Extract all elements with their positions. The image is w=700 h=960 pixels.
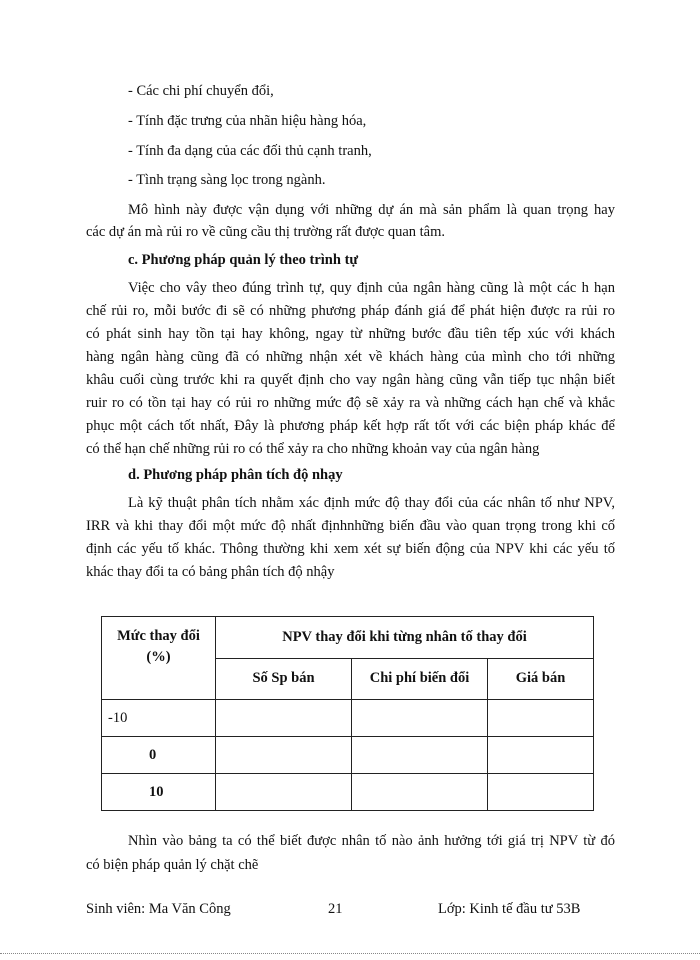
sub-header: Số Sp bán [216,658,352,700]
table-cell [488,737,594,774]
paragraph-line: IRR và khi thay đổi một mức độ nhất địnhnhững biến đầu vào quan trọng trong khi cố [86,518,615,534]
bullet-item: - Tính đa dạng của các đối thủ cạnh tranh, [128,143,372,159]
sensitivity-table [101,616,594,811]
table-cell [352,700,488,737]
table-cell [216,700,352,737]
paragraph-line: Là kỹ thuật phân tích nhằm xác định mức độ thay đổi của các nhân tố như NPV, [128,495,615,511]
paragraph-line: Việc cho vây theo đúng trình tự, quy định của ngân hàng cũng là một các h hạn [128,280,615,296]
table-cell [352,737,488,774]
table-cell [216,737,352,774]
paragraph-line: Mô hình này được vận dụng với những dự án mà sản phẩm là quan trọng hay [128,202,615,218]
col-header-change-line1: Mức thay đổi [117,628,200,644]
footer-page-number: 21 [328,901,343,917]
table-cell [352,774,488,811]
table-cell [216,774,352,811]
sub-header: Chi phí biến đổi [352,658,488,700]
paragraph-line: Nhìn vào bảng ta có thể biết được nhân tố nào ảnh hưởng tới giá trị NPV từ đó [128,833,615,849]
table-cell [488,700,594,737]
table-cell [488,774,594,811]
page-bottom-divider [0,953,700,954]
bullet-item: - Các chi phí chuyển đổi, [128,83,274,99]
paragraph-line: có thể hạn chế những rủi ro có thể xảy ra cho những khoản vay của ngân hàng [86,441,540,457]
col-header-change [102,617,216,700]
paragraph-line: có biện pháp quản lý chặt chẽ [86,857,259,873]
row-label: 0 [102,737,216,774]
paragraph-line: hàng ngân hàng cũng đã có những nhận xét về khách hàng của mình cho tới những [86,349,615,365]
footer-student: Sinh viên: Ma Văn Công [86,901,231,917]
paragraph-line: có phát sinh hay tồn tại hay không, ngay từ những bước đầu tiên tếp xúc với khách [86,326,615,342]
bullet-item: - Tình trạng sàng lọc trong ngành. [128,172,326,188]
sub-header: Giá bán [488,658,594,700]
paragraph-line: định các yếu tố khác. Thông thường khi xem xét sự biến động của NPV khi các yếu tố [86,541,615,557]
row-label: 10 [102,774,216,811]
paragraph-line: phục một cách tốt nhất, Đây là phương pháp kết hợp rất tốt với các biện pháp khác để [86,418,615,434]
section-heading-d: d. Phương pháp phân tích độ nhạy [128,467,343,483]
section-heading-c: c. Phương pháp quản lý theo trình tự [128,252,359,268]
bullet-item: - Tính đặc trưng của nhãn hiệu hàng hóa, [128,113,367,129]
group-header: NPV thay đổi khi từng nhân tố thay đổi [216,617,594,659]
paragraph-line: khâu cuối cùng trước khi ra quyết định cho vay ngân hàng cũng vẫn tiếp tục nhận biết [86,372,615,388]
paragraph-line: chế rủi ro, mỗi bước đi sẽ có những phương pháp đánh giá để phát hiện được ra rủi ro [86,303,615,319]
paragraph-line: khác thay đổi ta có bảng phân tích độ nhậy [86,564,335,580]
paragraph-line: ruir ro có tồn tại hay có rủi ro những mức độ sẽ xảy ra và những cách hạn chế và khắc [86,395,615,411]
paragraph-line: các dự án mà rủi ro về cũng cầu thị trường rất được quan tâm. [86,224,445,240]
row-label: -10 [102,700,216,737]
footer-class: Lớp: Kinh tế đầu tư 53B [438,901,581,917]
col-header-change-line2: (%) [146,649,171,665]
